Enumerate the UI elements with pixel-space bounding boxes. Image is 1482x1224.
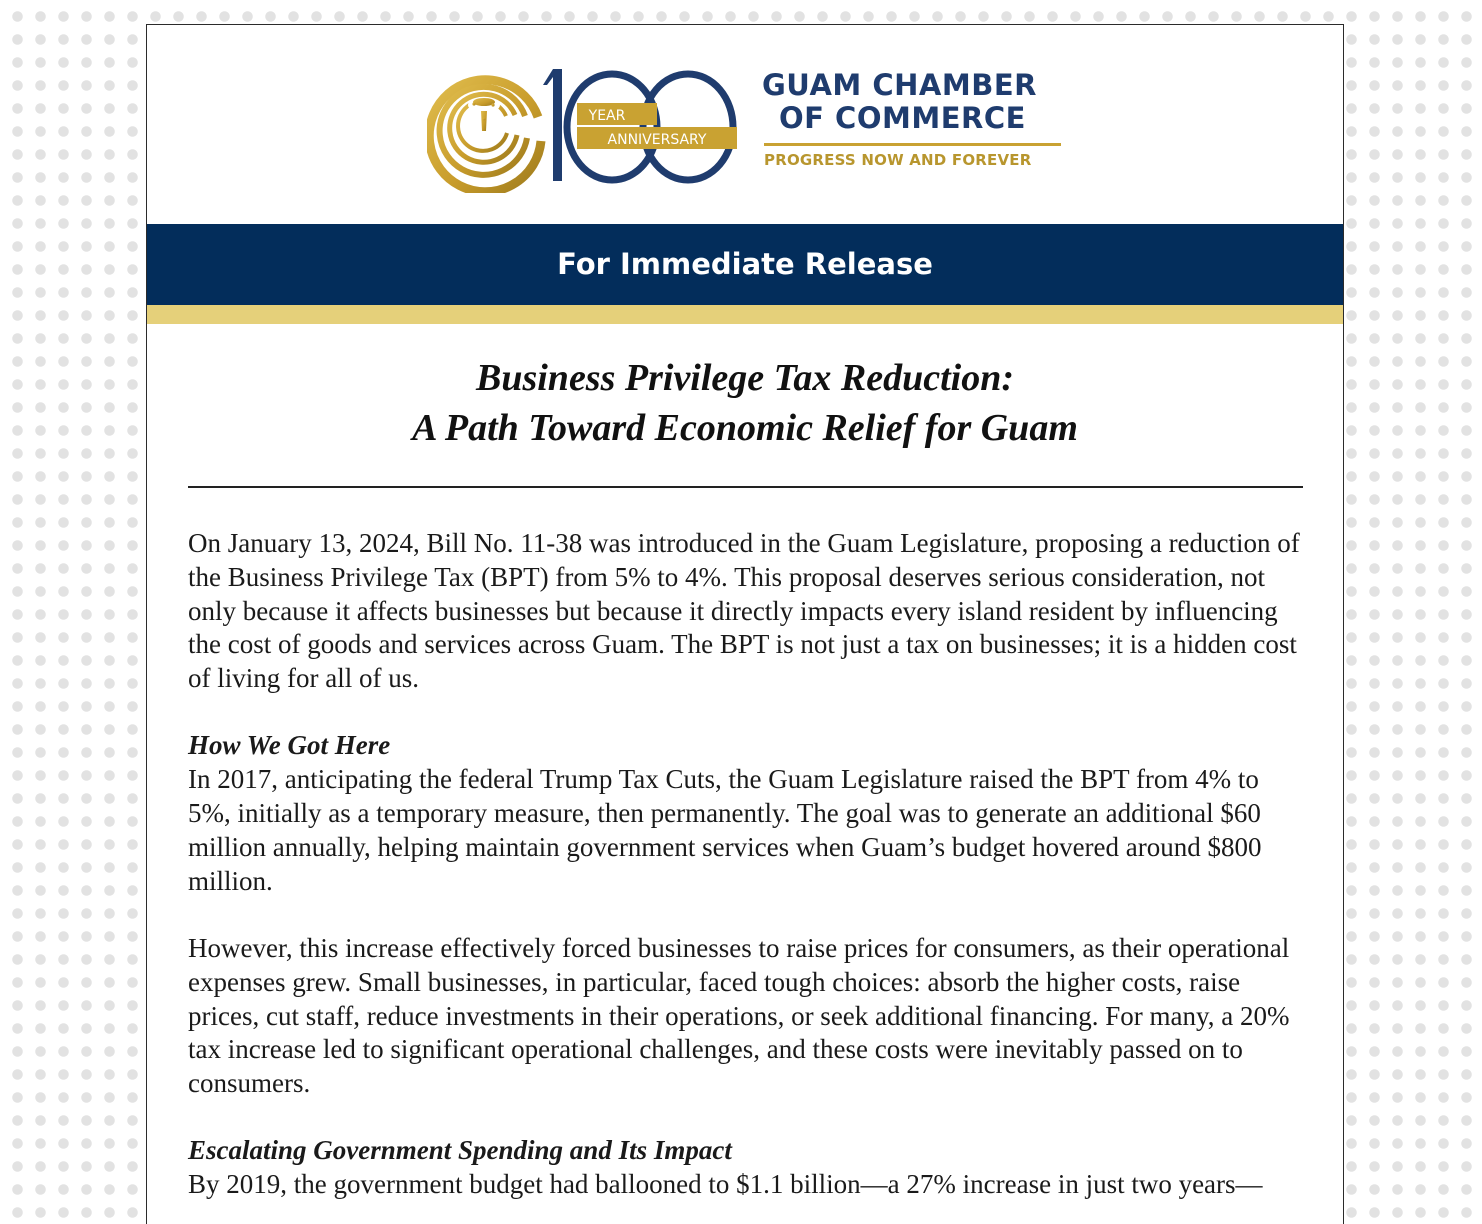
organization-brand [762,69,1067,169]
article-title [147,353,1343,453]
section2-paragraph1: By 2019, the government budget had ballooned to $1.1 billion—a 27% increase in just two years— [188,1169,1263,1200]
org-name-line1: GUAM CHAMBER [762,68,1037,102]
section1-paragraph2: However, this increase effectively forced businesses to raise prices for consumers, as their operational expenses grew. Small businesses, in particular, faced tough choices: absorb the higher costs, raise prices, cut staff, reduce investments in their operations, or seek additional financing. For many, a 20% tax increase led to significant operational challenges, and these costs were inevitably passed on to consumers. [188,932,1290,1099]
title-divider [188,486,1303,488]
section-heading-escalating-spending: Escalating Government Spending and Its Impact [188,1135,732,1166]
article-body [188,527,1308,1224]
org-name-line2: OF COMMERCE [779,101,1026,135]
header [147,25,1343,225]
logo-year-text: YEAR [588,108,626,124]
section1-paragraph1: In 2017, anticipating the federal Trump Tax Cuts, the Guam Legislature raised the BPT from 4% to 5%, initially as a temporary measure, then permanently. The goal was to generate an additional $60 million annually, helping maintain government services when Guam’s budget hovered around $800 million. [188,764,1262,896]
press-release-page [146,24,1344,1224]
article-title-line1: Business Privilege Tax Reduction: [475,357,1014,399]
brand-divider [764,143,1061,146]
anniversary-logo-icon [427,61,757,193]
section-heading-how-we-got-here: How We Got Here [188,730,391,761]
intro-paragraph: On January 13, 2024, Bill No. 11-38 was introduced in the Guam Legislature, proposing a reduction of the Business Privilege Tax (BPT) from 5% to 4%. This proposal deserves serious consideration, not only because it affects businesses but because it directly impacts every island resident by influencing the cost of goods and services across Guam. The BPT is not just a tax on businesses; it is a hidden cost of living for all of us. [188,528,1300,694]
release-banner: For Immediate Release [147,224,1343,305]
logo-anniversary-text: ANNIVERSARY [607,132,707,148]
org-tagline: PROGRESS NOW AND FOREVER [764,151,1032,169]
gold-accent-bar [147,305,1343,324]
article-title-line2: A Path Toward Economic Relief for Guam [412,407,1078,449]
